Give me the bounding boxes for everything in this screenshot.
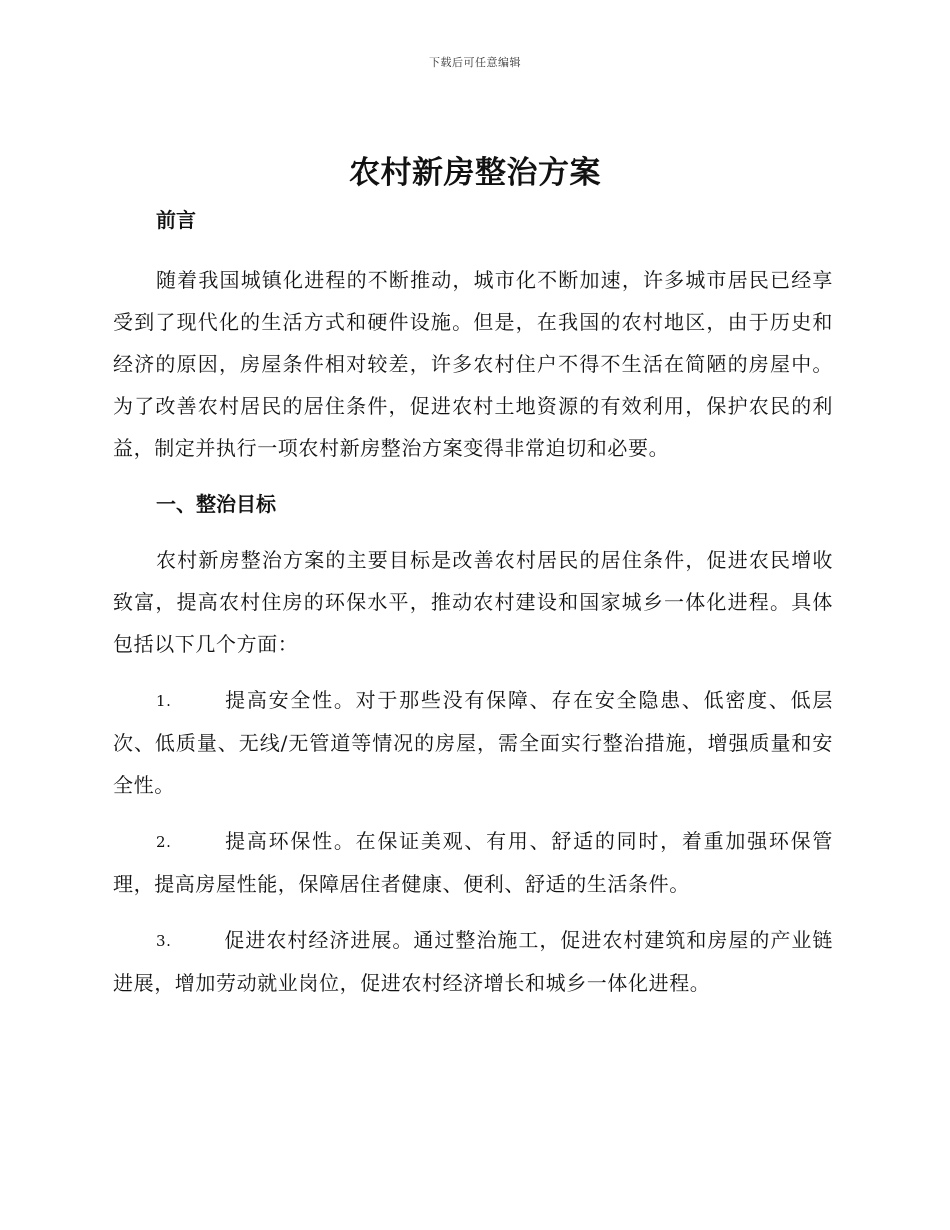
preface-paragraph: 随着我国城镇化进程的不断推动，城市化不断加速，许多城市居民已经享受到了现代化的生活方式和硬件设施。但是，在我国的农村地区，由于历史和经济的原因，房屋条件相对较差，许多农村住户不得不生活在简陋的房屋中。为了改善农村居民的居住条件，促进农村土地资源的有效利用，保护农民的利益，制定并执行一项农村新房整治方案变得非常迫切和必要。	[113, 268, 833, 460]
list-item	[113, 679, 833, 806]
list-item-number: 3.	[156, 932, 172, 950]
list-item-number: 2.	[156, 833, 172, 851]
list-item	[113, 919, 833, 1004]
list-item	[113, 820, 833, 905]
goals-paragraph: 农村新房整治方案的主要目标是改善农村居民的居住条件，促进农民增收致富，提高农村住房的环保水平，推动农村建设和国家城乡一体化进程。具体包括以下几个方面：	[113, 548, 833, 656]
list-item-text: 提高安全性。对于那些没有保障、存在安全隐患、低密度、低层次、低质量、无线/无管道等情况的房屋，需全面实行整治措施，增强质量和安全性。	[113, 688, 833, 797]
list-item-number: 1.	[156, 692, 172, 710]
preface-heading: 前言	[156, 208, 196, 232]
document-body	[113, 203, 833, 1004]
document-title: 农村新房整治方案	[349, 155, 601, 191]
header-note: 下载后可任意编辑	[429, 56, 521, 69]
goals-heading: 一、整治目标	[156, 492, 276, 516]
list-item-text: 促进农村经济进展。通过整治施工，促进农村建筑和房屋的产业链进展，增加劳动就业岗位，促进农村经济增长和城乡一体化进程。	[113, 928, 833, 995]
list-item-text: 提高环保性。在保证美观、有用、舒适的同时，着重加强环保管理，提高房屋性能，保障居住者健康、便利、舒适的生活条件。	[113, 829, 833, 896]
